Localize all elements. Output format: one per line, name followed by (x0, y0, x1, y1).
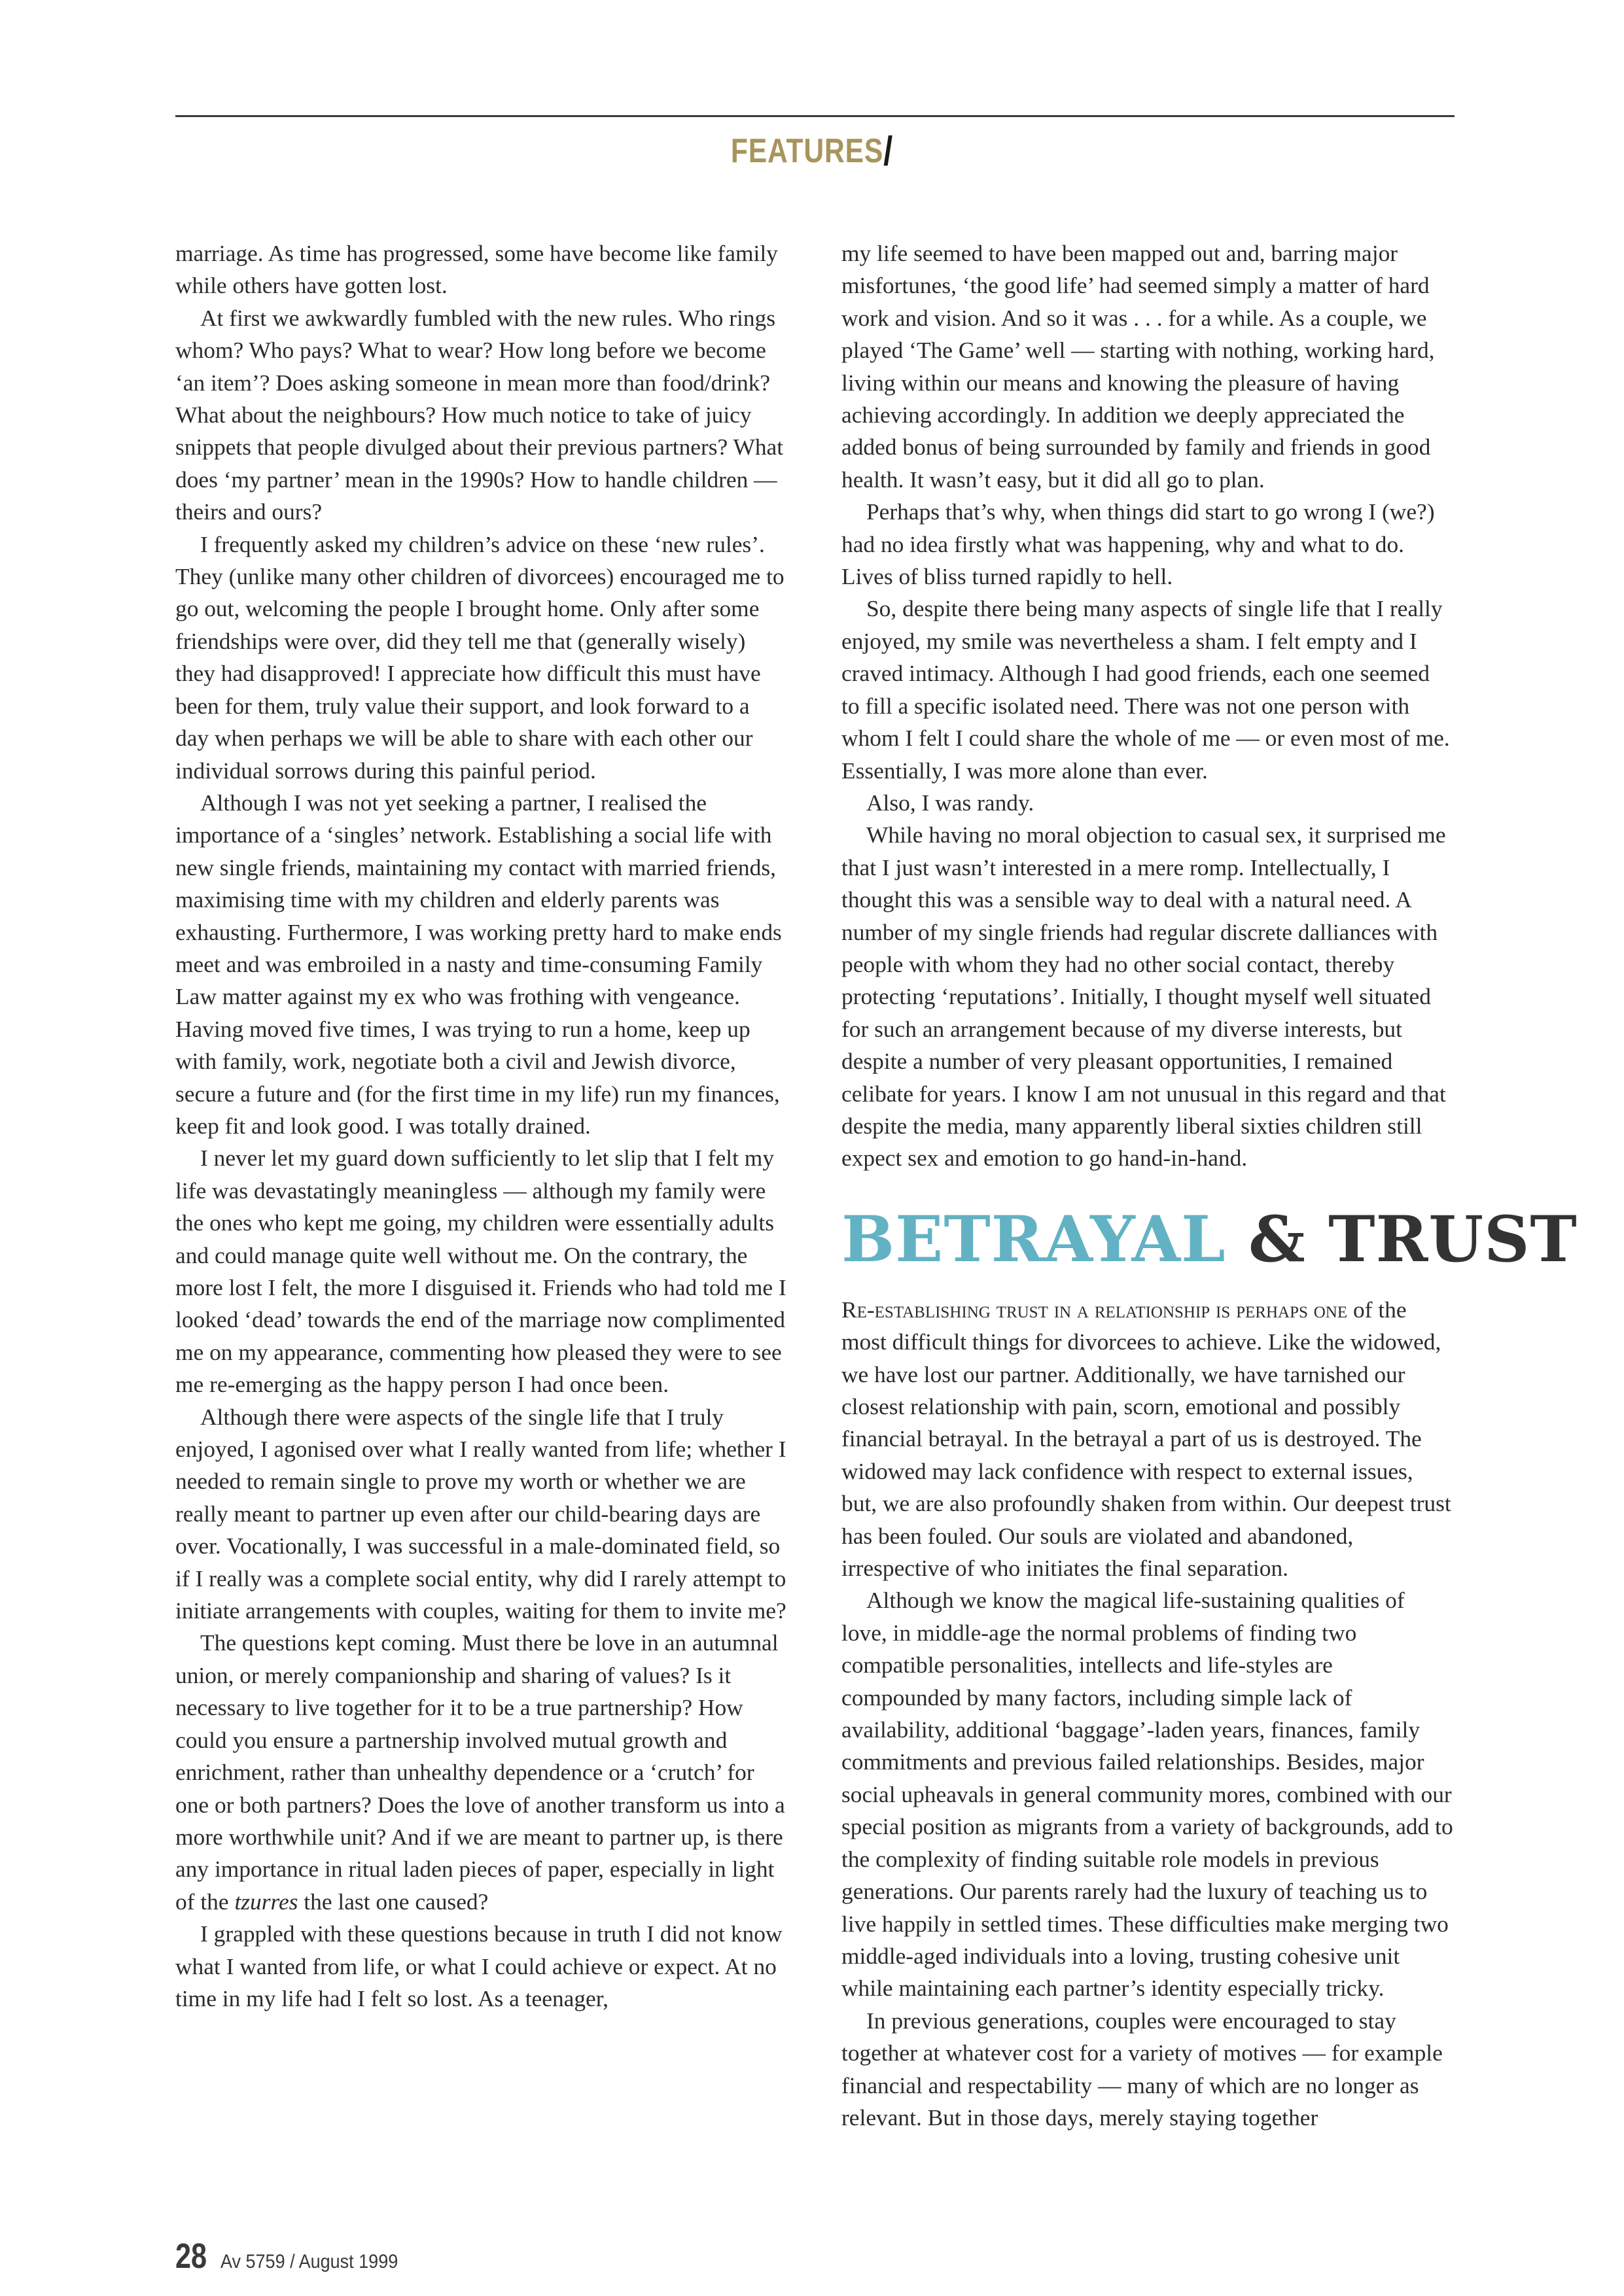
paragraph-with-italic (175, 1627, 787, 1918)
lead-in: Re-establishing trust in a relationship is perhaps one (841, 1296, 1348, 1323)
header-rule (175, 115, 1455, 117)
paragraph: In previous generations, couples were encouraged to stay together at whatever cost for a variety of motives — for example financial and respectability — many of which are no longer as relevant. But in those days, merely staying together (841, 2007, 1443, 2131)
paragraph: marriage. As time has progressed, some have become like family while others have gotten lost. (175, 240, 778, 299)
paragraph: I never let my guard down sufficiently to let slip that I felt my life was devastatingly meaningless — although my family were the ones who kept me going, my children were essentially adults and could manage quite well without me. On the contrary, the more lost I felt, the more I disguised it. Friends who had told me I looked ‘dead’ towards the end of the marriage now complimented me on my appearance, commenting how pleased they were to see me re-emerging as the happy person I had once been. (175, 1145, 786, 1398)
paragraph-text: The questions kept coming. Must there be love in an autumnal union, or merely companionship and sharing of values? Is it necessary to live together for it to be a true partnership? How could you ensure a partnership involved mutual growth and enrichment, rather than unhealthy dependence or a ‘crutch’ for one or both partners? Does the love of another transform us into a more worthwhile unit? And if we are meant to partner up, is there any importance in ritual laden pieces of paper, especially in light of the (175, 1629, 785, 1915)
paragraph: While having no moral objection to casual sex, it surprised me that I just wasn’t interested in a mere romp. Intellectually, I thought this was a sensible way to deal with a natural need. A number of my single friends had regular discrete dalliances with people with whom they had no other social contact, thereby protecting ‘reputations’. Initially, I thought myself well situated for such an arrangement because of my diverse interests, but despite a number of very pleasant opportunities, I remained celibate for years. I know I am not unusual in this regard and that despite the media, many apparently liberal sixties children still expect sex and emotion to go hand-in-hand. (841, 822, 1446, 1172)
page-number: 28 (175, 2236, 207, 2276)
paragraph: Although there were aspects of the single life that I truly enjoyed, I agonised over what I really wanted from life; whether I needed to remain single to prove my worth or whether we are really meant to partner up even after our child-bearing days are over. Vocationally, I was successful in a male-dominated field, so if I really was a complete social entity, why did I rarely attempt to initiate arrangements with couples, waiting for them to invite me? (175, 1403, 786, 1624)
paragraph-tail: the last one caused? (298, 1888, 489, 1915)
paragraph: Although we know the magical life-sustaining qualities of love, in middle-age the normal problems of finding two compatible personalities, intellects and life-styles are compounded by many factors, including simple lack of availability, additional ‘baggage’-laden years, finances, family commitments and previous failed relationships. Besides, major social upheavals in general community mores, combined with our special position as migrants from a variety of backgrounds, add to the complexity of finding suitable role models in previous generations. Our parents rarely had the luxury of teaching us to live happily in settled times. These difficulties make merging two middle-aged individuals into a loving, trusting cohesive unit while maintaining each partner’s identity especially tricky. (841, 1587, 1453, 2002)
lead-rest: of the most difficult things for divorcees to achieve. Like the widowed, we have lost our partner. Additionally, we have tarnished our closest relationship with pain, scorn, emotional and possibly financial betrayal. In the betrayal a part of us is destroyed. The widowed may lack confidence with respect to external issues, but, we are also profoundly shaken from within. Our deepest trust has been fouled. Our souls are violated and abandoned, irrespective of who initiates the final separation. (841, 1296, 1451, 1582)
paragraph: I grappled with these questions because in truth I did not know what I wanted from life, or what I could achieve or expect. At no time in my life had I felt so lost. As a teenager, (175, 1921, 783, 2011)
section-label (146, 128, 1477, 175)
italic-word: tzurres (234, 1888, 298, 1915)
section-slash: / (883, 129, 894, 174)
left-column (175, 237, 787, 2015)
subheading (841, 1202, 1578, 1276)
paragraph: Although I was not yet seeking a partner, I realised the importance of a ‘singles’ network. Establishing a social life with new single friends, maintaining my contact with married friends, maximising time with my children and elderly parents was exhausting. Furthermore, I was working pretty hard to make ends meet and was embroiled in a nasty and time-consuming Family Law matter against my ex who was frothing with vengeance. Having moved five times, I was trying to run a home, keep up with family, work, negotiate both a civil and Jewish divorce, secure a future and (for the first time in my life) run my finances, keep fit and look good. I was totally drained. (175, 789, 782, 1139)
right-column (841, 237, 1578, 2134)
lead-paragraph (841, 1294, 1453, 1585)
paragraph: I frequently asked my children’s advice on these ‘new rules’. They (unlike many other children of divorcees) encouraged me to go out, welcoming the people I brought home. Only after some friendships were over, did they tell me that (generally wisely) they had disapproved! I appreciate how difficult this must have been for them, truly value their support, and look forward to a day when perhaps we will be able to share with each other our individual sorrows during this painful period. (175, 531, 785, 784)
paragraph: my life seemed to have been mapped out and, barring major misfortunes, ‘the good life’ had seemed simply a matter of hard work and vision. And so it was . . . for a while. As a couple, we played ‘The Game’ well — starting with nothing, working hard, living within our means and knowing the pleasure of having achieving accordingly. In addition we deeply appreciated the added bonus of being surrounded by family and friends in good health. It wasn’t easy, but it did all go to plan. (841, 240, 1435, 493)
paragraph: Also, I was randy. (866, 789, 1034, 816)
paragraph: At first we awkwardly fumbled with the new rules. Who rings whom? Who pays? What to wear? How long before we become ‘an item’? Does asking someone in mean more than food/drink? What about the neighbours? How much notice to take of juicy snippets that people divulged about their previous partners? What does ‘my partner’ mean in the 1990s? How to handle children — theirs and ours? (175, 304, 784, 525)
section-name: FEATURES (730, 132, 884, 170)
page-footer (175, 2236, 417, 2276)
paragraph: So, despite there being many aspects of single life that I really enjoyed, my smile was nevertheless a sham. I felt empty and I craved intimacy. Although I had good friends, each one seemed to fill a specific isolated need. There was not one person with whom I felt I could share the whole of me — or even most of me. Essentially, I was more alone than ever. (841, 595, 1450, 784)
subheading-betrayal: BETRAYAL (841, 1202, 1226, 1276)
subheading-trust: & TRUST (1226, 1202, 1578, 1276)
issue-date: Av 5759 / August 1999 (220, 2251, 398, 2272)
paragraph: Perhaps that’s why, when things did start to go wrong I (we?) had no idea firstly what was happening, why and what to do. Lives of bliss turned rapidly to hell. (841, 498, 1435, 590)
